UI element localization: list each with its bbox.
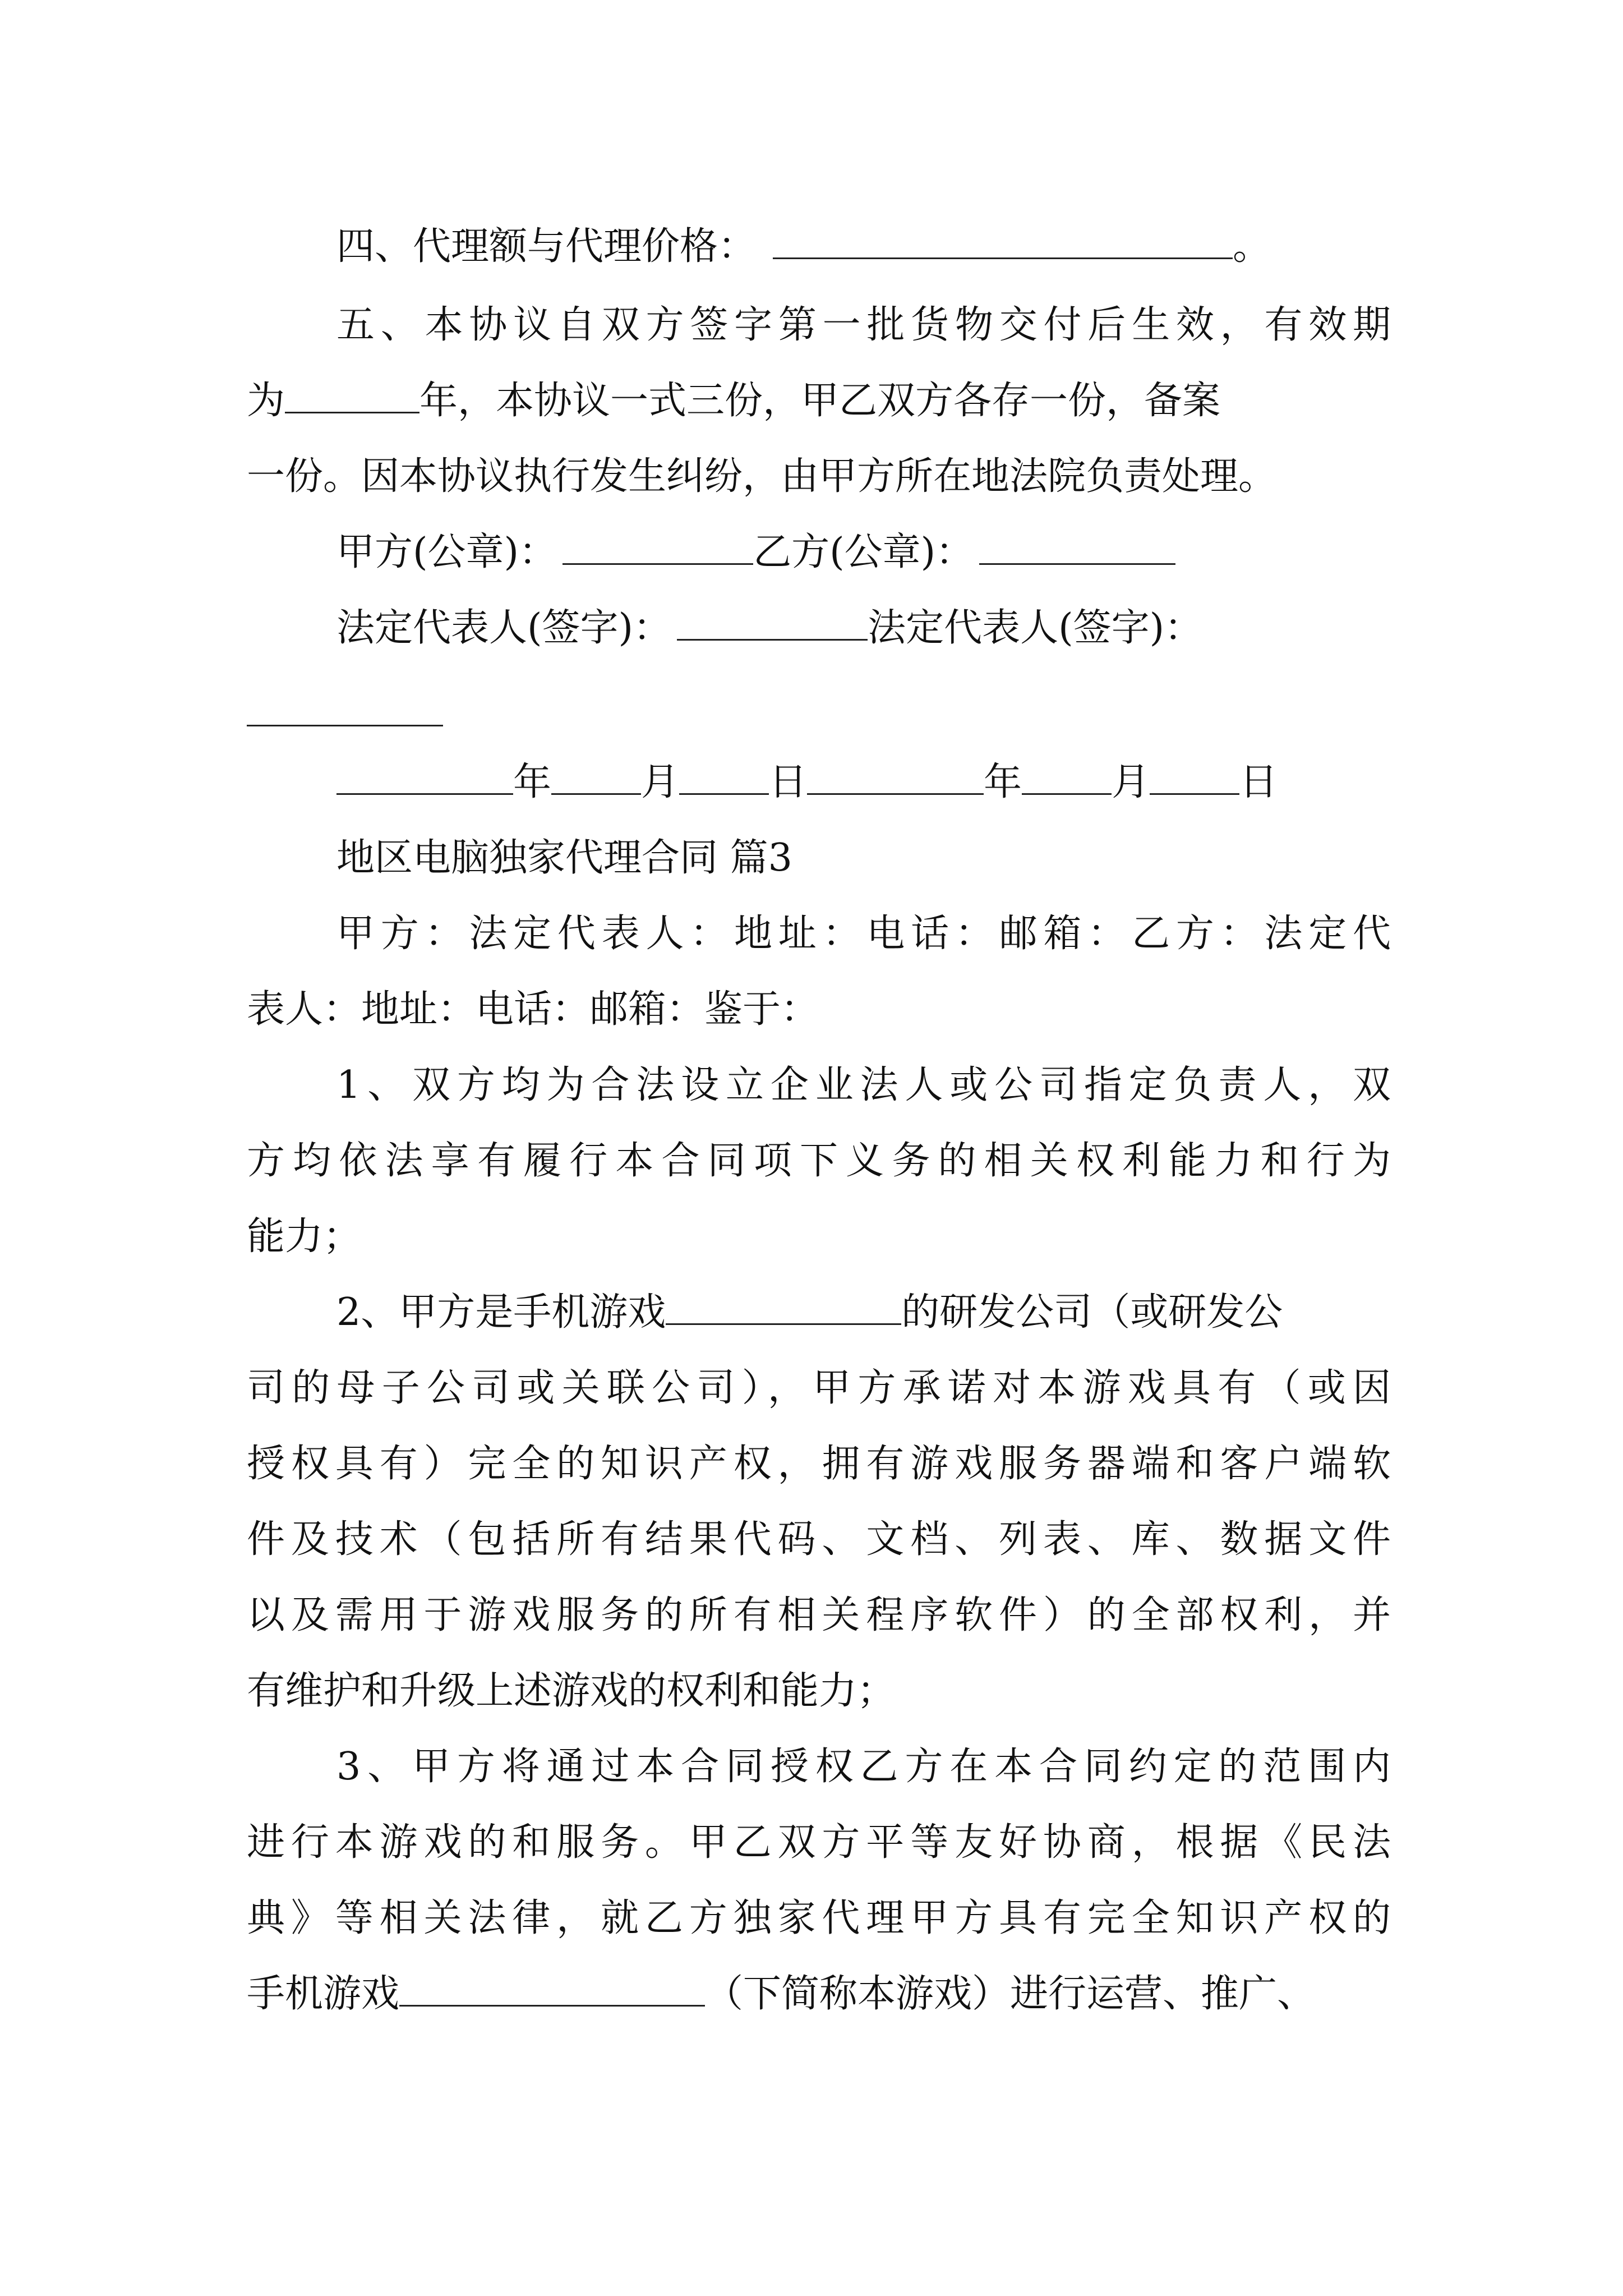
seal-line <box>336 527 1391 578</box>
contract-heading: 地区电脑独家代理合同 篇3 <box>336 836 792 880</box>
date-a-year-blank[interactable] <box>336 760 513 795</box>
date-b-year-label: 年 <box>984 760 1022 804</box>
rep-a-signature-blank[interactable] <box>677 605 868 641</box>
clause2-line4: 件及技术（包括所有结果代码、文档、列表、库、数据文件 <box>247 1517 1391 1562</box>
date-b-day-label: 日 <box>1239 760 1278 804</box>
game-name-blank-1[interactable] <box>666 1290 901 1325</box>
clause2-line1-a: 2、甲方是手机游戏 <box>336 1290 666 1335</box>
section4-line <box>336 222 1391 272</box>
date-a-year-label: 年 <box>513 760 552 804</box>
section4-end: 。 <box>1233 224 1271 269</box>
rep-a-label: 法定代表人(签字)： <box>336 606 672 650</box>
clause1-line2: 方均依法享有履行本合同项下义务的相关权利能力和行为 <box>247 1139 1391 1183</box>
date-b-year-blank[interactable] <box>807 760 984 795</box>
clause3-line3: 典》等相关法律，就乙方独家代理甲方具有完全知识产权的 <box>247 1896 1391 1940</box>
party-a-seal-blank[interactable] <box>562 530 753 565</box>
date-b-month-blank[interactable] <box>1022 760 1112 795</box>
clause3-line2: 进行本游戏的和服务。甲乙双方平等友好协商，根据《民法 <box>247 1820 1391 1865</box>
clause2-line5: 以及需用于游戏服务的所有相关程序软件）的全部权利，并 <box>247 1593 1391 1637</box>
party-b-seal-label: 乙方(公章)： <box>753 530 974 574</box>
date-a-day-blank[interactable] <box>679 760 769 795</box>
date-b-month-label: 月 <box>1112 760 1150 804</box>
amount-price-blank[interactable] <box>773 224 1233 259</box>
section5-line3: 一份。因本协议执行发生纠纷，由甲方所在地法院负责处理。 <box>247 454 1277 499</box>
clause2-line1 <box>336 1287 1391 1338</box>
clause3-line1: 3、甲方将通过本合同授权乙方在本合同约定的范围内 <box>336 1745 1391 1789</box>
date-a-day-label: 日 <box>769 760 808 804</box>
parties-line1: 甲方：法定代表人：地址：电话：邮箱：乙方：法定代 <box>336 912 1391 956</box>
clause1-line3: 能力； <box>247 1214 362 1259</box>
rep-b-signature-blank[interactable] <box>247 725 443 726</box>
representative-line <box>336 603 1391 654</box>
section5-line2-b: 年，本协议一式三份，甲乙双方各存一份，备案 <box>419 379 1221 423</box>
party-a-seal-label: 甲方(公章)： <box>336 530 557 574</box>
date-line <box>336 757 1391 808</box>
clause3-line4-a: 手机游戏 <box>247 1972 400 2016</box>
clause1-line1: 1、双方均为合法设立企业法人或公司指定负责人，双 <box>336 1063 1391 1107</box>
clause3-line4 <box>247 1969 1391 2019</box>
clause2-line2: 司的母子公司或关联公司），甲方承诺对本游戏具有（或因 <box>247 1366 1391 1410</box>
parties-line2: 表人：地址：电话：邮箱：鉴于： <box>247 987 819 1032</box>
rep-b-label: 法定代表人(签字)： <box>868 606 1203 650</box>
section5-line1: 五、本协议自双方签字第一批货物交付后生效，有效期 <box>336 303 1391 347</box>
section5-line2 <box>247 376 1391 426</box>
clause2-line6: 有维护和升级上述游戏的权利和能力； <box>247 1669 896 1713</box>
date-a-month-label: 月 <box>641 760 680 804</box>
party-b-seal-blank[interactable] <box>979 530 1175 565</box>
date-b-day-blank[interactable] <box>1150 760 1239 795</box>
date-a-month-blank[interactable] <box>551 760 641 795</box>
validity-years-blank[interactable] <box>285 378 419 413</box>
section4-text: 四、代理额与代理价格： <box>336 224 757 269</box>
section5-line2-a: 为 <box>247 379 285 423</box>
game-name-blank-2[interactable] <box>399 1971 705 2007</box>
clause2-line3: 授权具有）完全的知识产权，拥有游戏服务器端和客户端软 <box>247 1442 1391 1486</box>
clause3-line4-b: （下简称本游戏）进行运营、推广、 <box>705 1972 1316 2016</box>
clause2-line1-b: 的研发公司（或研发公 <box>901 1290 1283 1335</box>
